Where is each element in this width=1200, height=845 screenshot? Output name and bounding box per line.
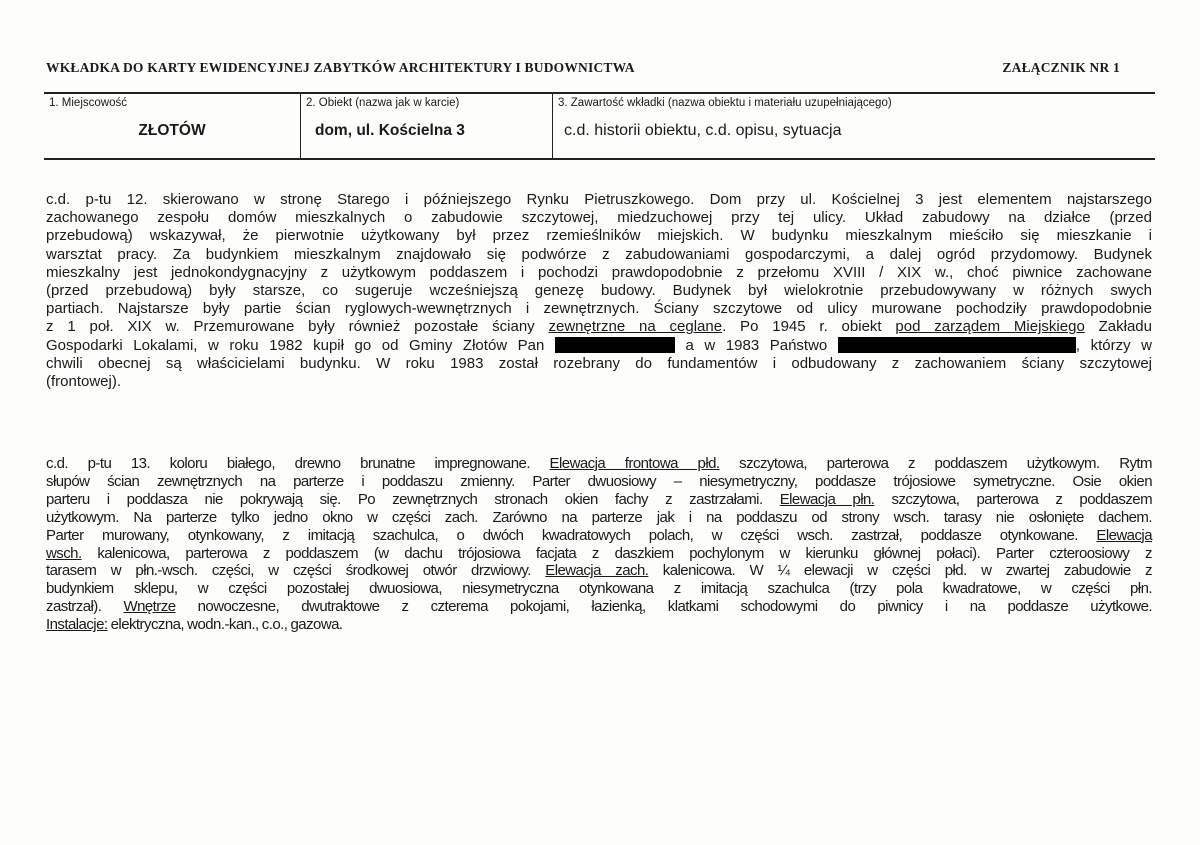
redaction-box [555, 337, 675, 353]
text-line [46, 227, 1152, 245]
text-line [46, 491, 1152, 509]
text-line [46, 264, 1152, 282]
underlined-heading: Elewacja frontowa płd. [549, 455, 720, 472]
text-line [46, 355, 1152, 373]
locality-label: 1. Miejscowość [49, 97, 127, 109]
text-segment: (przed przebudową) były starsze, co sugeruje wcześniejszą genezę budowy. Budynek był wielokrotnie przebudowywany w różnych swych [46, 282, 1152, 300]
text-line [46, 527, 1152, 545]
text-segment: przebudową) wskazywał, że pierwotnie użytkowany był przez rzemieślników miejskich. W budynku mieszkalnym mieściło się mieszkanie i [46, 227, 1152, 245]
text-segment: Parter murowany, otynkowany, z imitacją szachulca, o dwóch kwadratowych polach, w części wsch. zastrzał, poddasze otynkowane. [46, 526, 1097, 544]
text-segment: , którzy w [1075, 336, 1152, 354]
text-segment: warsztat pracy. Za budynkiem mieszkalnym znajdowało się podwórze z zabudowaniami gospodarczymi, a dalej ogród przydomowy. Budynek [46, 245, 1152, 263]
text-line [46, 473, 1152, 491]
locality-value: ZŁOTÓW [138, 122, 206, 139]
text-line [46, 318, 1152, 336]
underlined-heading: Wnętrze [123, 598, 176, 616]
text-segment: tarasem w płn.-wsch. części, w części środkowej otwór drzwiowy. [46, 562, 546, 580]
text-segment: c.d. p-tu 13. koloru białego, drewno brunatne impregnowane. [46, 455, 550, 472]
content-cell [552, 94, 1155, 158]
object-cell [300, 94, 552, 158]
text-segment: a w 1983 Państwo [674, 336, 838, 354]
text-segment: chwili obecnej są właścicielami budynku. W roku 1983 został rozebrany do fundamentów i odbudowany z zachowaniem ściany szczytowej [46, 354, 1152, 372]
text-line [46, 337, 1152, 355]
text-segment: mieszkalny jest jednokondygnacyjny z użytkowym poddaszem i pochodzi prawdopodobnie z przełomu XVIII / XIX w., choć piwnice zachowane [46, 263, 1152, 281]
description-paragraph [46, 455, 1152, 634]
underlined-heading: Elewacja płn. [779, 490, 875, 508]
underlined-heading: Instalacje: [46, 616, 108, 634]
form-title: WKŁADKA DO KARTY EWIDENCYJNEJ ZABYTKÓW ARCHITEKTURY I BUDOWNICTWA [46, 60, 635, 75]
locality-cell [44, 94, 300, 158]
text-line [46, 191, 1152, 209]
text-segment: kalenicowa, parterowa z poddaszem (w dachu trójosiowa facjata z daszkiem pochylonym w kierunku głównej połaci). Parter czteroosiowy z [81, 544, 1152, 562]
text-segment: partiach. Najstarsze były partie ścian ryglowych-wewnętrznych i zewnętrznych. Ściany szczytowe od ulicy murowane pochodziły prawdopodobnie [46, 300, 1152, 318]
text-segment: użytkowym. Na parterze tylko jedno okno w części zach. Zarówno na parterze jak i na poddaszu od strony wsch. tarasy nie osłonięte dachem. [46, 508, 1152, 526]
text-segment: szczytowa, parterowa z poddaszem użytkowym. Rytm [719, 455, 1152, 472]
text-segment: elektryczna, wodn.-kan., c.o., gazowa. [107, 616, 343, 634]
text-segment: zastrzał). [46, 598, 124, 616]
history-paragraph [46, 191, 1152, 391]
text-line [46, 562, 1152, 580]
text-line [46, 300, 1152, 318]
content-value: c.d. historii obiektu, c.d. opisu, sytuacja [564, 122, 842, 139]
text-segment: Zakładu [1084, 318, 1152, 336]
object-label: 2. Obiekt (nazwa jak w karcie) [306, 97, 460, 109]
content-label: 3. Zawartość wkładki (nazwa obiektu i materiału uzupełniającego) [558, 97, 892, 109]
text-line [46, 373, 1152, 391]
text-segment: Gospodarki Lokalami, w roku 1982 kupił go od Gminy Złotów Pan [46, 336, 555, 354]
text-line [46, 545, 1152, 563]
text-segment: nowoczesne, dwutraktowe z czterema pokojami, łazienką, klatkami schodowymi do piwnicy i na poddasze użytkowe. [175, 598, 1152, 616]
underlined-heading: zewnętrzne na ceglane [548, 318, 723, 336]
text-segment: (frontowej). [46, 373, 122, 391]
text-line [46, 616, 1152, 634]
text-line [46, 455, 1152, 473]
annex-number: ZAŁĄCZNIK NR 1 [1002, 60, 1120, 75]
underlined-heading: wsch. [46, 544, 82, 562]
text-segment: c.d. p-tu 12. skierowano w stronę Starego i późniejszego Rynku Pietruszkowego. Dom przy ul. Kościelnej 3 jest elementem najstarszego [46, 191, 1152, 208]
underlined-heading: Elewacja [1096, 526, 1152, 544]
text-segment: szczytowa, parterowa z poddaszem [874, 490, 1153, 508]
redaction-box [838, 337, 1076, 353]
text-line [46, 246, 1152, 264]
text-segment: budynkiem sklepu, w części pozostałej dwuosiowa, niesymetryczna otynkowana z imitacją szachulca (trzy pola kwadratowe, w części płn. [46, 580, 1152, 598]
text-segment: parteru i poddasza nie pokrywają się. Po zewnętrznych stronach okien fachy z zastrzałami. [46, 490, 780, 508]
text-line [46, 580, 1152, 598]
text-line [46, 209, 1152, 227]
text-segment: z 1 poł. XIX w. Przemurowane były również pozostałe ściany [46, 318, 549, 336]
text-segment: kalenicowa. W ¼ elewacji w części płd. w zwartej zabudowie z [648, 562, 1152, 580]
underlined-heading: pod zarządem Miejskiego [895, 318, 1085, 336]
text-line [46, 509, 1152, 527]
text-segment: . Po 1945 r. obiekt [722, 318, 896, 336]
text-line [46, 282, 1152, 300]
underlined-heading: Elewacja zach. [545, 562, 649, 580]
text-segment: zachowanego zespołu domów mieszkalnych o zabudowie szczytowej, miedzuchowej przy tej ulicy. Układ zabudowy na działce (przed [46, 209, 1152, 227]
object-value: dom, ul. Kościelna 3 [315, 122, 465, 139]
text-segment: słupów ścian zewnętrznych na parterze i poddaszu zmienny. Parter dwuosiowy – niesymetryczny, poddasze trójosiowe symetryczne. Osie okien [46, 472, 1152, 490]
text-line [46, 598, 1152, 616]
header-table [44, 92, 1155, 160]
